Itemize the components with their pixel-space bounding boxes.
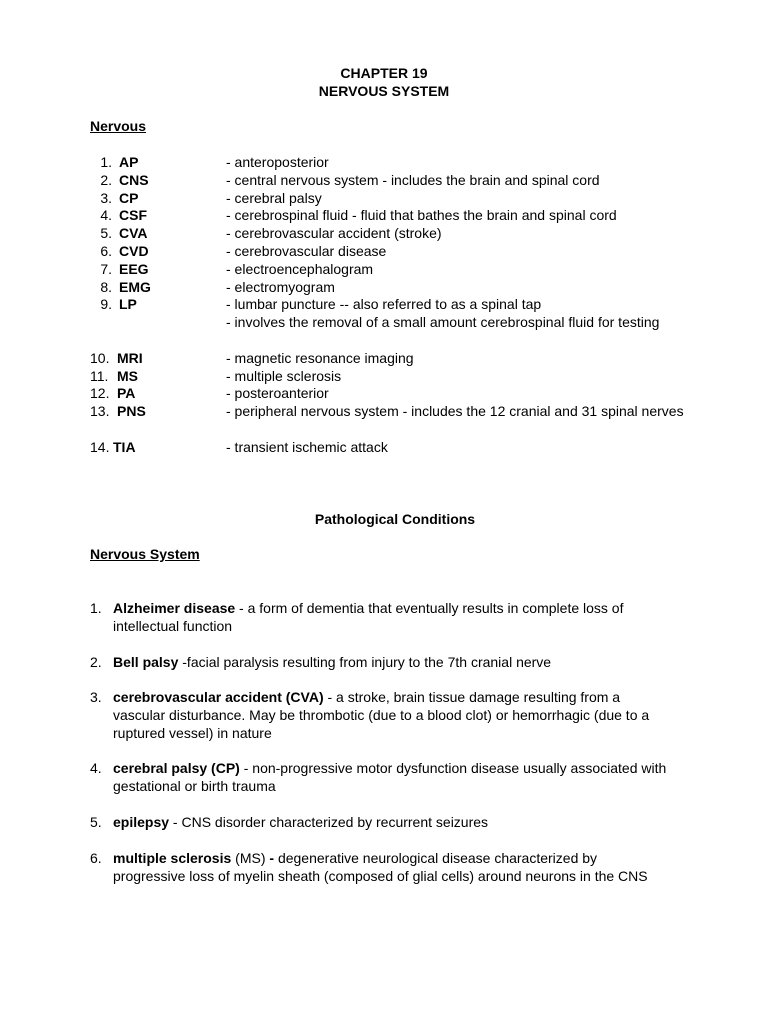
abbreviation-row — [90, 403, 730, 439]
abbreviation-number: 10. — [90, 349, 110, 366]
condition-description: degenerative neurological disease characterized by progressive loss of myelin sheath (composed of glial cells) around neurons in the CNS — [113, 850, 648, 884]
abbreviation-number: 13. — [90, 403, 110, 420]
abbreviation-definition: - anteroposterior — [226, 154, 329, 170]
abbreviation-row — [90, 154, 730, 172]
abbreviation-definition: - electroencephalogram — [226, 260, 374, 277]
abbreviation-code: CP — [119, 189, 139, 206]
abbreviation-row — [90, 296, 730, 314]
abbreviation-code: CVA — [119, 225, 148, 242]
abbreviation-code: CVD — [119, 242, 149, 259]
system-title: NERVOUS SYSTEM — [318, 83, 450, 99]
condition-number: 4. — [90, 760, 102, 776]
abbreviation-row — [90, 350, 730, 368]
abbreviation-definition: - involves the removal of a small amount cerebrospinal fluid for testing — [226, 314, 660, 331]
condition-abbreviation: (MS) — [231, 850, 270, 866]
abbreviation-number: 1. — [100, 154, 112, 170]
abbreviation-number: 3. — [100, 189, 112, 206]
nervous-system-heading: Nervous System — [90, 546, 200, 562]
abbreviation-number: 7. — [100, 260, 112, 277]
condition-term: cerebral palsy (CP) — [113, 760, 240, 776]
abbreviation-number: 6. — [100, 242, 112, 259]
abbreviation-definition: - magnetic resonance imaging — [226, 349, 414, 366]
abbreviation-row — [90, 207, 730, 225]
abbreviation-code: LP — [119, 296, 137, 313]
condition-term: epilepsy — [113, 814, 170, 830]
abbreviation-list — [90, 154, 730, 457]
abbreviation-number: 8. — [100, 278, 112, 295]
condition-description: -facial paralysis resulting from injury to the 7th cranial nerve — [178, 654, 552, 670]
abbreviation-code: AP — [119, 154, 139, 170]
abbreviations-heading: Nervous — [90, 118, 147, 134]
abbreviation-number: 5. — [100, 225, 112, 242]
abbreviation-definition: - cerebrospinal fluid - fluid that bathes the brain and spinal cord — [226, 207, 617, 224]
abbreviation-definition: - multiple sclerosis — [226, 367, 342, 384]
abbreviation-code: PNS — [117, 403, 146, 420]
abbreviation-row — [90, 261, 730, 279]
abbreviation-row — [90, 190, 730, 208]
abbreviation-row — [90, 385, 730, 403]
abbreviation-definition: - electromyogram — [226, 278, 335, 295]
abbreviation-definition: - cerebrovascular accident (stroke) — [226, 225, 442, 242]
abbreviation-code: EMG — [119, 278, 151, 295]
condition-description: - non-progressive motor dysfunction disease usually associated with gestational or birth trauma — [113, 760, 667, 794]
condition-term: cerebrovascular accident (CVA) — [113, 689, 324, 705]
abbreviation-number: 2. — [100, 171, 112, 188]
abbreviation-definition: - transient ischemic attack — [226, 438, 388, 455]
abbreviation-number: 9. — [100, 296, 112, 313]
condition-number: 5. — [90, 814, 102, 830]
abbreviation-definition: - cerebral palsy — [226, 189, 322, 206]
pathological-conditions-title: Pathological Conditions — [314, 511, 476, 527]
abbreviation-row — [90, 172, 730, 190]
abbreviation-row — [90, 279, 730, 297]
abbreviation-number: 12. — [90, 385, 110, 402]
condition-description: - CNS disorder characterized by recurrent seizures — [169, 814, 489, 830]
abbreviation-definition: - cerebrovascular disease — [226, 242, 387, 259]
condition-term: Bell palsy — [113, 654, 179, 670]
abbreviation-row-continuation — [90, 314, 730, 350]
abbreviation-code: TIA — [113, 438, 136, 455]
abbreviation-row — [90, 243, 730, 261]
condition-number: 2. — [90, 654, 102, 670]
abbreviation-number: 11. — [90, 367, 109, 384]
abbreviation-row — [90, 368, 730, 386]
abbreviation-definition: - central nervous system - includes the brain and spinal cord — [226, 171, 600, 188]
abbreviation-code: CSF — [119, 207, 147, 224]
abbreviation-row — [90, 439, 730, 457]
abbreviation-number: 4. — [100, 207, 112, 224]
condition-description: - a form of dementia that eventually results in complete loss of intellectual function — [113, 600, 624, 634]
condition-description: - a stroke, brain tissue damage resulting from a vascular disturbance. May be thrombotic (due to a blood clot) or hemorrhagic (due to a ruptured vessel) in nature — [113, 689, 650, 741]
abbreviation-definition: - posteroanterior — [226, 385, 329, 402]
condition-number: 1. — [90, 600, 102, 616]
chapter-title: CHAPTER 19 — [340, 65, 428, 81]
abbreviation-definition: - lumbar puncture -- also referred to as a spinal tap — [226, 296, 542, 313]
abbreviation-code: EEG — [119, 260, 149, 277]
condition-dash: - — [269, 850, 275, 866]
abbreviation-code: PA — [117, 385, 136, 402]
abbreviation-code: CNS — [119, 171, 149, 188]
condition-number: 6. — [90, 850, 102, 866]
condition-term: Alzheimer disease — [113, 600, 236, 616]
abbreviation-code: MRI — [117, 349, 143, 366]
abbreviation-definition: - peripheral nervous system - includes the 12 cranial and 31 spinal nerves — [226, 403, 684, 420]
abbreviation-number: 14. — [90, 438, 110, 455]
abbreviation-row — [90, 225, 730, 243]
condition-number: 3. — [90, 689, 102, 705]
abbreviation-code: MS — [117, 367, 138, 384]
condition-term: multiple sclerosis — [113, 850, 232, 866]
